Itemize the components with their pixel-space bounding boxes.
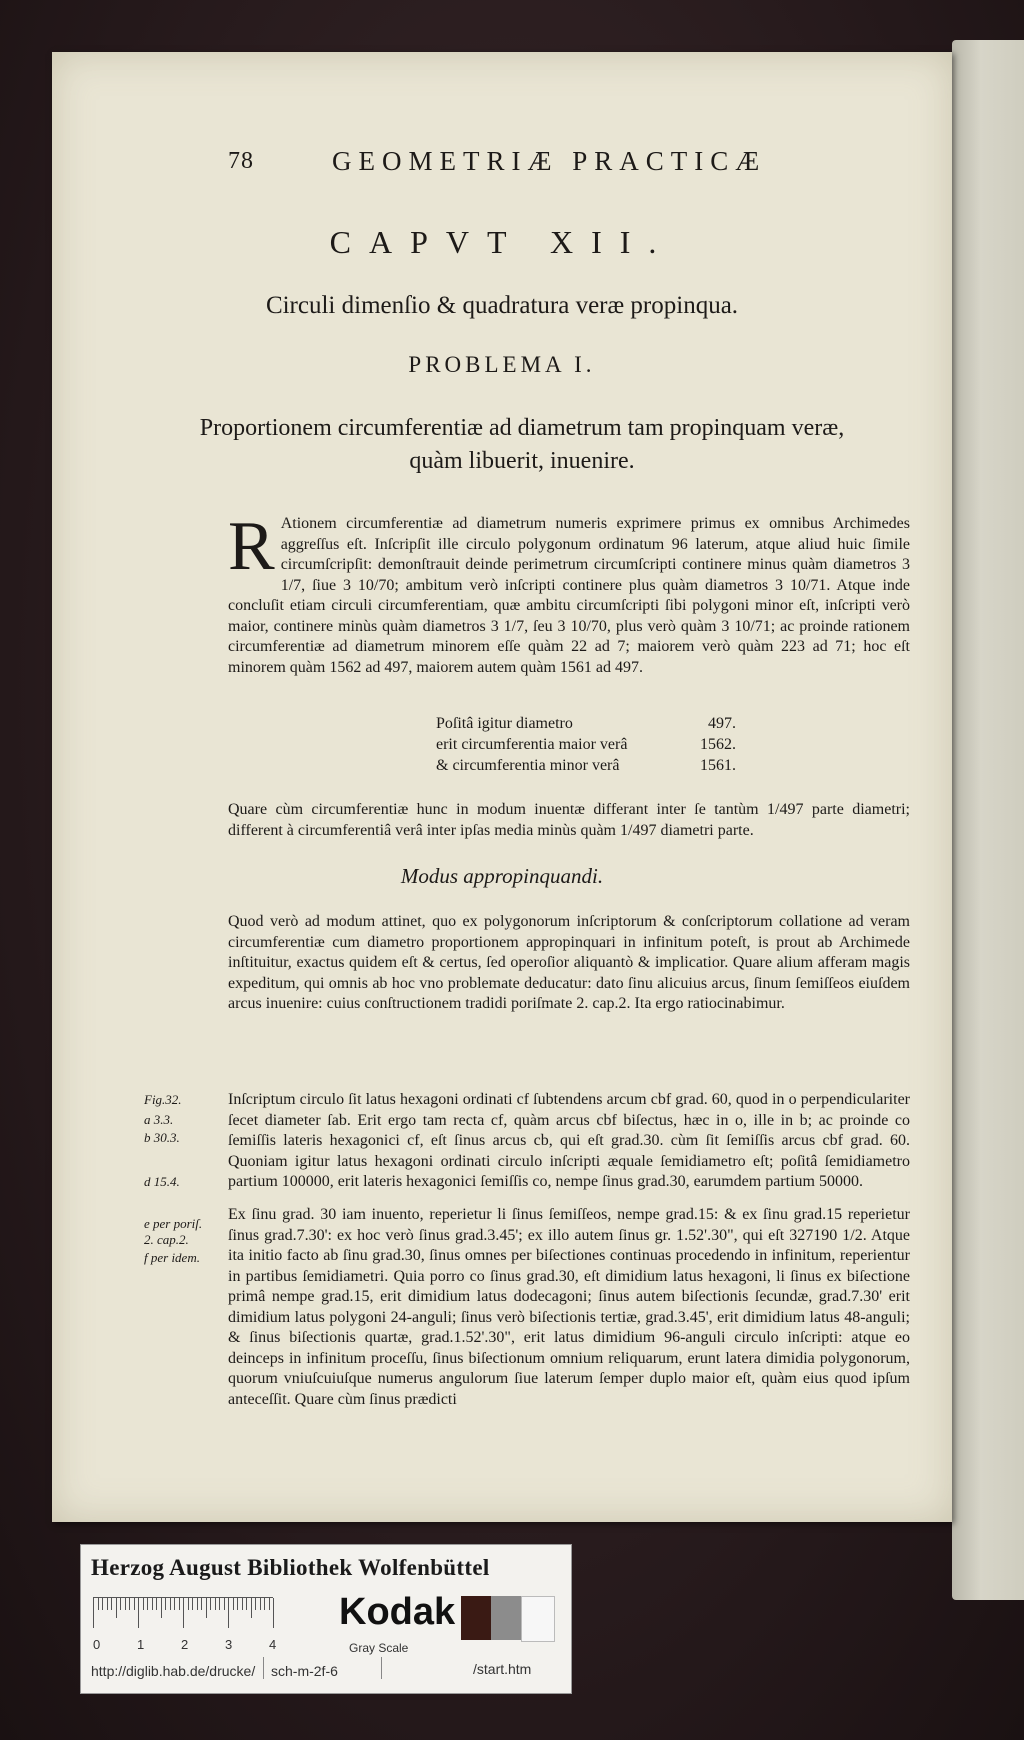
ruler-tick [264,1598,265,1610]
color-calibration-card [80,1544,572,1694]
ruler-tick [107,1598,108,1610]
margin-note: b 30.3. [144,1130,180,1145]
ruler-tick [246,1598,247,1610]
paragraph-1-text: Ationem circumferentiæ ad diametrum numeris exprimere primus ex omnibus Archimedes aggreſſus eſt. Inſcripſit ille circulo polygonum ordinatum 96 laterum, atque aliud huic ſimile circumſcripſit: demonſtrauit deinde perimetrum circumſcripti continere minus quàm diametros 3 1/7, ſiue 3 10/70; ambitum verò inſcripti continere plus quàm diametros 3 10/71. Atque inde concluſit etiam circuli circumferentiam, quæ ambitu circumſcripti ſibi polygoni minor eſt, inſcripti verò maior, continere minùs quàm diametros 3 1/7, ſeu 3 10/70, plus verò quàm 3 10/71; ac proinde rationem circumferentiæ ad diametrum minorem eſſe quàm 22 ad 7; maiorem verò quàm 223 ad 71; hoc eſt minorem quàm 1562 ad 497, maiorem autem quàm 1561 ad 497. [228,515,910,676]
ruler-tick [188,1598,189,1610]
ruler-tick [224,1598,225,1610]
book-page [52,52,952,1522]
ruler-tick [116,1598,117,1618]
ruler-tick [161,1598,162,1618]
swatch-white [521,1596,555,1642]
table-row [436,734,736,755]
ruler-number: 2 [181,1637,189,1652]
table-row [436,755,736,776]
table-label: & circumferentia minor verâ [436,757,620,774]
ruler-tick [192,1598,193,1610]
ruler-tick [120,1598,121,1610]
adjacent-page-edge [952,40,1024,1600]
ruler-tick [237,1598,238,1610]
margin-note: d 15.4. [144,1174,180,1189]
gray-scale-label: Gray Scale [349,1641,409,1655]
ruler-number: 1 [137,1637,145,1652]
ruler-tick [98,1598,99,1610]
library-name: Herzog August Bibliothek Wolfenbüttel [91,1555,490,1580]
paragraph-4: Inſcriptum circulo ſit latus hexagoni ordinati cf ſubtendens arcum cbf grad. 60, quod in o perpendiculariter ſecet diameter ſab. Erit ergo tam recta cf, quàm arcus cbf biſectus, hæc in o, ille in b; ac proinde co ſemiſſis lateris hexagonici cf, eſt ſinus arcus cb, qui eſt grad.30. cùm ſit ſemiſſis arcus cbf grad. 60. Quoniam igitur latus hexagoni ordinati circulo inſcripti æquale ſemidiametro eſt; poſitâ ſemidiametro partium 100000, erit lateris hexagonici ſemiſſis co, nempe ſinus grad.30, earumdem partium 50000. [228,1091,910,1190]
ruler-tick [255,1598,256,1610]
margin-note: e per poriſ. 2. cap.2. [144,1216,203,1247]
table-label: erit circumferentia maior verâ [436,736,628,753]
ruler-number: 0 [93,1637,101,1652]
ruler-tick [138,1598,139,1628]
section-heading: Modus appropinquandi. [400,864,604,888]
table-value: 497. [708,715,736,732]
swatch-gray [491,1596,521,1640]
ruler-tick [147,1598,148,1610]
ruler-tick [183,1598,184,1628]
paragraph-1 [228,508,910,678]
url-id: sch-m-2f-6 [271,1663,338,1679]
table-label: Poſitâ igitur diametro [436,715,573,732]
page-number: 78 [228,148,254,174]
ruler-tick [165,1598,166,1610]
problem-title: Proportionem circumferentiæ ad diametrum tam propinquam veræ, quàm libuerit, inuenire. [199,415,845,474]
ruler-tick [251,1598,252,1618]
ruler-tick [143,1598,144,1610]
margin-note: a 3.3. [144,1112,174,1127]
ruler-tick [111,1598,112,1610]
table-value: 1561. [700,757,736,774]
drop-cap: R [228,508,275,585]
table-value: 1562. [700,736,736,753]
chapter-subtitle: Circuli dimenſio & quadratura veræ propinqua. [265,292,739,319]
table-row [436,713,736,734]
ruler-number: 4 [269,1637,277,1652]
ruler-tick [201,1598,202,1610]
ruler-tick [215,1598,216,1610]
ruler-tick [179,1598,180,1610]
ruler-tick [129,1598,130,1610]
ruler-tick [219,1598,220,1610]
ruler-tick [102,1598,103,1610]
kodak-logo: Kodak [339,1591,456,1633]
margin-note: f per idem. [144,1250,200,1265]
values-table [436,713,736,776]
ruler-tick [174,1598,175,1610]
ruler-tick [242,1598,243,1610]
margin-note: Fig.32. [144,1092,182,1107]
scale-ruler [93,1597,273,1632]
ruler-number: 3 [225,1637,233,1652]
ruler-tick [93,1598,94,1628]
url-separator [263,1657,264,1679]
ruler-tick [210,1598,211,1610]
paragraph-3: Quod verò ad modum attinet, quo ex polygonorum inſcriptorum & conſcriptorum collatione ad veram circumferentiæ cum diametro proportionem appropinquari in infinitum poteſt, is prout ab Archimede inſtituitur, exactus quidem eſt & certus, ſed operoſior aliquantò & implicatior. Quare alium afferam magis expeditum, qui omnis ab hoc vno problemate deducatur: dato ſinu alicuius arcus, ſinum ſemiſſeos eiuſdem arcus inuenire: cuius conſtructionem tradidi poriſmate 2. cap.2. Ita ergo ratiocinabimur. [228,913,910,1012]
ruler-tick [228,1598,229,1628]
paragraph-5: Ex ſinu grad. 30 iam inuento, reperietur li ſinus ſemiſſeos, nempe grad.15: & ex ſinu grad.15 reperietur ſinus grad.7.30': ex hoc verò ſinus grad.3.45'; ex illo autem ſinus gr. 1.52'.30", qui eſt 327190 1/2. Atque ita initio facto ab ſinu grad.30, ſinus omnes per biſectiones continuas procedendo in infinitum, reperientur in partibus ſemidiametri. Quia porro co ſinus grad.30, eſt dimidium latus hexagoni, li ſinus ex biſectione primâ nempe grad.15, erit dimidium latus dodecagoni; ſinus autem biſectionis ſecundæ, grad.7.30' erit dimidium latus polygoni 24-anguli; ſinus verò biſectionis tertiæ, grad.3.45', erit dimidium latus 48-anguli; & ſinus biſectionis quartæ, grad.1.52'.30", erit latus dimidium 96-anguli circulo inſcripti: atque eo deinceps in infinitum proceſſu, ſinus biſectionum omnium reliquarum, erunt latera dimidia polygonorum, quorum vniuſcuiuſque numerus angulorum ſiue laterum ſemper duplo maior eſt, quàm eius quod ipſum anteceſſit. Quare cùm ſinus prædicti [228,1206,910,1408]
ruler-tick [152,1598,153,1610]
ruler-tick [156,1598,157,1610]
ruler-tick [269,1598,270,1610]
chapter-heading: CAPVT XII. [329,224,675,260]
ruler-tick [260,1598,261,1610]
ruler-tick [206,1598,207,1618]
ruler-tick [170,1598,171,1610]
ruler-tick [233,1598,234,1610]
url-base: http://diglib.hab.de/drucke/ [91,1663,256,1679]
url-separator [381,1657,382,1679]
ruler-tick [125,1598,126,1610]
ruler-tick [197,1598,198,1610]
running-head: GEOMETRIÆ PRACTICÆ [332,146,767,176]
problem-heading: PROBLEMA I. [408,352,596,377]
paragraph-2: Quare cùm circumferentiæ hunc in modum inuentæ differant inter ſe tantùm 1/497 parte diametri; different à circumferentiâ verâ inter ipſas media minùs quàm 1/497 diametri parte. [228,801,910,839]
ruler-tick [273,1598,274,1628]
ruler-tick [134,1598,135,1610]
swatch-dark [461,1596,491,1640]
url-page: /start.htm [473,1661,532,1677]
